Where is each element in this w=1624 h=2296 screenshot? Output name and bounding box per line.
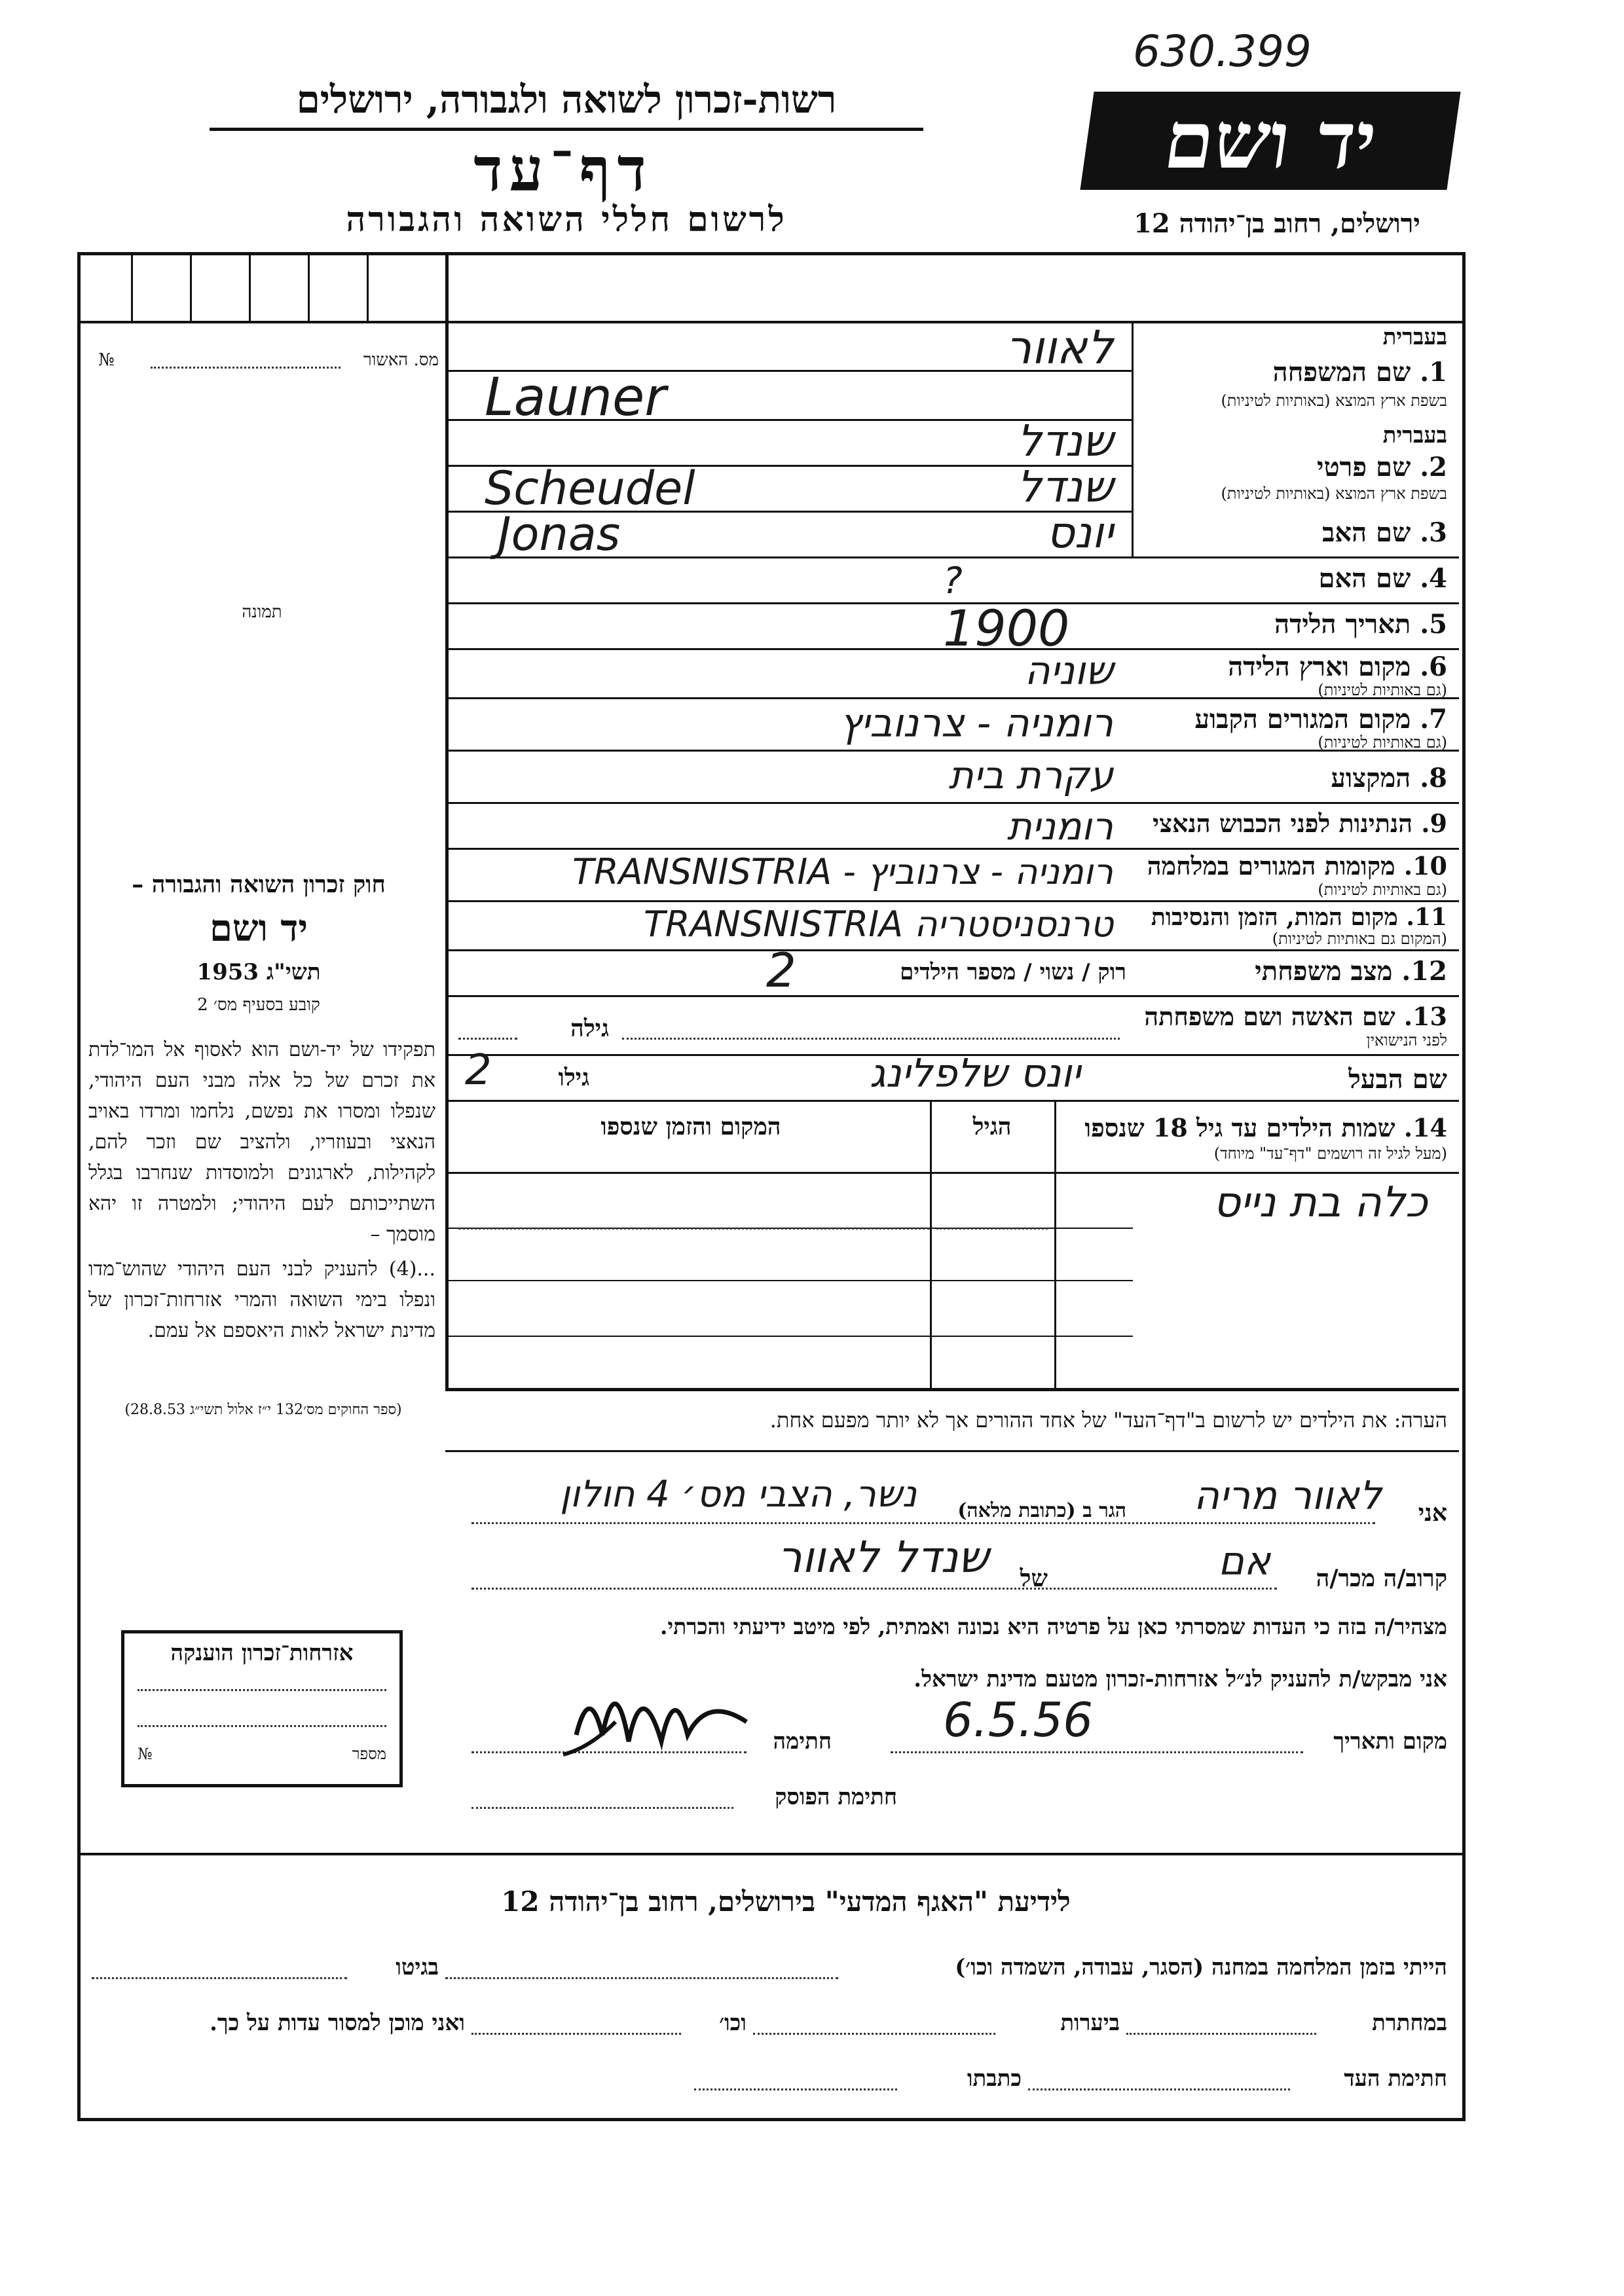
field-2-sublabel: בשפת ארץ המוצא (באותיות לטיניות) (1221, 484, 1447, 503)
relative-label: קרוב/ה מכר/ה (1316, 1565, 1447, 1592)
field-5-value: 1900 (943, 599, 1070, 657)
field-2-hebrew-tag: בעברית (1382, 422, 1447, 448)
field-7-sublabel: (גם באותיות לטיניות) (1318, 733, 1447, 752)
address: ירושלים, רחוב בן־יהודה 12 (1134, 208, 1420, 239)
certificate-title: אזרחות־זכרון הוענקה (170, 1640, 354, 1666)
field-9-value: רומנית (1006, 804, 1113, 848)
law-text-clause-4: ...(4) להעניק לבני העם היהודי שהוש־מדו ונפלו בימי השואה והמרי אזרחות־זכרון של מדינת ישראל לאות היאספם אל עמם. (88, 1258, 435, 1342)
footer-camp-label: הייתי בזמן המלחמה במחנה (הסגר, עבודה, השמדה וכו׳) (955, 1954, 1447, 1980)
certificate-no-symbol: № (138, 1745, 153, 1763)
signature-mark (550, 1656, 773, 1761)
law-text: תפקידו של יד-ושם הוא לאסוף אל המו־לדת את זכרם של כל אלה מבני העם היהודי, שנפלו ומסרו את נפשם, נלחמו ומרדו באויב הנאצי ובעוזריו, ולהציב שם וזכר להם, לקהילות, לארגונים ולמוסדות שנחרבו בגלל השתייכותם לעם היהודי; ולמטרה זו יהא מוסמך – (88, 1038, 435, 1246)
field-5-label: 5. תאריך הלידה (1274, 609, 1447, 640)
archive-number: 630.399 (1133, 26, 1312, 77)
declarant-name: לאוור מריה (1193, 1473, 1382, 1519)
field-1-sublabel: בשפת ארץ המוצא (באותיות לטיניות) (1221, 392, 1447, 410)
relative-of-value: שנדל לאוור (777, 1532, 989, 1582)
field-7-value: רומניה - צרנוביץ (840, 701, 1113, 746)
husband-age-value: 2 (465, 1046, 492, 1095)
field-13-sublabel: לפני הנישואין (1366, 1031, 1447, 1049)
field-8-value: עקרת בית (948, 753, 1113, 797)
law-reference: (ספר החוקים מס׳132 י״ז אלול תשי״ג 28.8.53) (124, 1402, 402, 1418)
field-9-label: 9. הנתינות לפני הכבוש הנאצי (1153, 809, 1447, 838)
footer-ghetto-label: בגיטו (396, 1954, 439, 1980)
field-12-options: רוק / נשוי / מספר הילדים (900, 959, 1126, 985)
field-6-value: שוניה (1024, 648, 1113, 694)
of-label: של (1020, 1565, 1048, 1592)
signature-label: חתימה (773, 1728, 832, 1755)
approval-number-label: מס. האשור (363, 350, 439, 370)
footer-forests-label: ביערות (1060, 2010, 1120, 2036)
date-value: 6.5.56 (943, 1692, 1094, 1747)
field-11-sublabel: (המקום גם באותיות לטיניות) (1272, 930, 1447, 948)
footer-underground-label: במחתרת (1372, 2010, 1447, 2036)
relative-value: אם (1218, 1539, 1270, 1584)
place-date-label: מקום ותאריך (1333, 1728, 1447, 1755)
wife-age-label: גילה (570, 1015, 609, 1042)
field-6-sublabel: (גם באותיות לטיניות) (1318, 681, 1447, 699)
field-3-hebrew-value: יונס (1046, 507, 1113, 558)
statement-text: מצהיר/ה בזה כי העדות שמסרתי כאן על פרטיה היא נכונה ואמתית, לפי מיטב ידיעתי והכרתי. (660, 1614, 1447, 1639)
certificate-number-label: מספר (352, 1745, 386, 1763)
field-10-label: 10. מקומות המגורים במלחמה (1147, 851, 1447, 881)
field-4-label: 4. שם האם (1318, 563, 1447, 594)
approval-no-symbol: № (98, 350, 115, 370)
child-name-value: כלה בת נייס (1213, 1178, 1428, 1227)
field-13-label: 13. שם האשה ושם משפחתה (1144, 1002, 1447, 1031)
field-8-label: 8. המקצוע (1331, 763, 1447, 793)
field-14-label: 14. שמות הילדים עד גיל 18 שנספו (1084, 1113, 1447, 1142)
field-11-label: 11. מקום המות, הזמן והנסיבות (1151, 903, 1447, 931)
field-1-latin-value: Launer (485, 367, 667, 428)
husband-name-value: יונס שלפלינג (869, 1051, 1080, 1097)
field-6-label: 6. מקום וארץ הלידה (1228, 651, 1447, 682)
cosigner-label: חתימת הפוסק (775, 1784, 897, 1810)
footer-witness-signature-label: חתימת העד (1344, 2066, 1447, 2092)
field-12-label: 12. מצב משפחתי (1255, 956, 1447, 987)
footer-title: לידיעת "האגף המדעי" בירושלים, רחוב בן־יהודה 12 (501, 1886, 1071, 1918)
field-10-sublabel: (גם באותיות לטיניות) (1318, 881, 1447, 899)
husband-name-label: שם הבעל (1348, 1064, 1447, 1095)
form-title: דף־עד (473, 134, 653, 205)
law-name: יד ושם (209, 907, 308, 950)
field-2-label: 2. שם פרטי (1317, 452, 1447, 483)
address-label: הגר ב (כתובת מלאה) (957, 1499, 1126, 1522)
note-text: הערה: את הילדים יש לרשום ב"דף־העד" של אחד ההורים אך לא יותר מפעם אחת. (769, 1408, 1447, 1432)
field-2-hebrew-repeat: שנדל (1017, 462, 1113, 512)
footer-testimony-label: ואני מוכן למסור עדות על כך. (210, 2010, 465, 2036)
citizenship-request: אני מבקש/ת להעניק לנ״ל אזרחות-זכרון מטעם מדינת ישראל. (913, 1666, 1447, 1692)
declarant-address: נשר, הצבי מס׳ 4 חולון (560, 1473, 917, 1516)
field-7-label: 7. מקום המגורים הקבוע (1194, 704, 1447, 735)
field-1-hebrew-value: לאוור (1005, 321, 1113, 374)
field-2-hebrew-value: שנדל (1017, 416, 1113, 466)
citizenship-certificate-box (121, 1630, 403, 1787)
field-11-value: טרנסניסטריה TRANSNISTRIA (643, 903, 1113, 945)
children-age-column: הגיל (972, 1113, 1012, 1140)
field-14-sublabel: (מעל לגיל זה רושמים "דף־עד" מיוחד) (1213, 1144, 1447, 1163)
footer-etc-label: וכו׳ (719, 2010, 747, 2036)
field-12-children-count: 2 (766, 943, 796, 998)
field-3-label: 3. שם האב (1322, 517, 1447, 548)
field-10-value: רומניה - צרנוביץ - TRANSNISTRIA (572, 851, 1113, 892)
field-1-label: 1. שם המשפחה (1272, 357, 1447, 388)
husband-age-label: גילו (558, 1064, 589, 1091)
footer-address-label: כתבתו (967, 2066, 1022, 2092)
declarant-label: אני (1418, 1499, 1447, 1527)
authority-name: רשות-זכרון לשואה ולגבורה, ירושלים (296, 77, 837, 122)
form-subtitle: לרשום חללי השואה והגבורה (346, 200, 787, 240)
law-year: תשי"ג 1953 (196, 959, 321, 985)
law-clause: קובע בסעיף מס׳ 2 (197, 995, 320, 1015)
photo-placeholder: תמונה (242, 602, 282, 622)
field-1-hebrew-tag: בעברית (1382, 324, 1447, 350)
law-title: חוק זכרון השואה והגבורה – (132, 871, 386, 898)
field-4-value: ? (943, 560, 963, 602)
field-3-latin-value: Jonas (498, 507, 621, 561)
children-place-column: המקום והזמן שנספו (600, 1113, 781, 1140)
field-2-latin-value: Scheudel (485, 462, 695, 515)
yad-vashem-logo: יד ושם (1080, 92, 1460, 190)
